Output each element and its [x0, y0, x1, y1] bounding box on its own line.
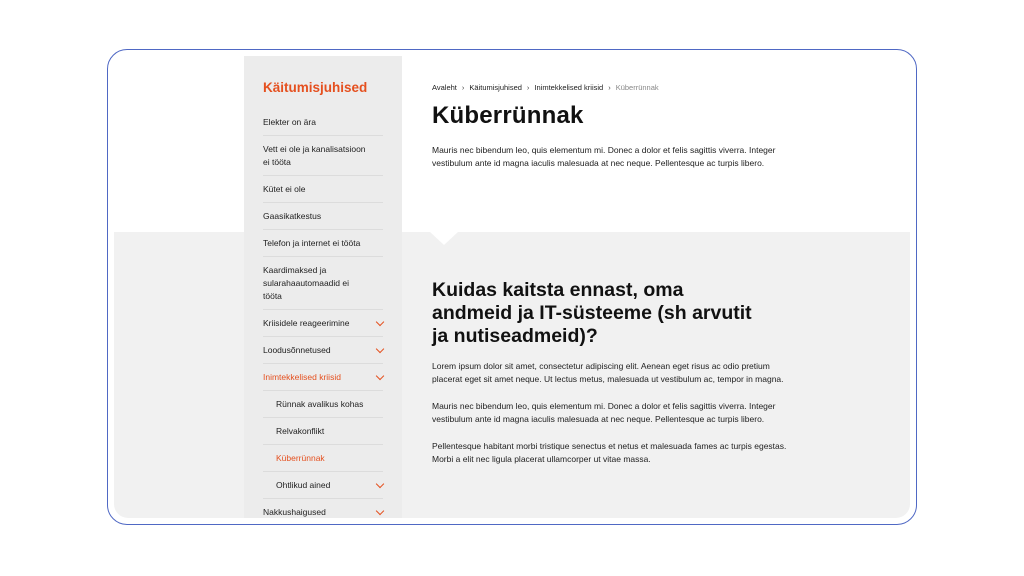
section-paragraph: Mauris nec bibendum leo, quis elementum mi. Donec a dolor et felis sagittis viverra. Integer vestibulum ante id magna iaculis malesuada at nec neque. Pellentesque ac turpis libero. — [432, 401, 776, 424]
sidebar-item-label: Relvakonflikt — [276, 426, 325, 436]
section-title: Kuidas kaitsta ennast, oma andmeid ja IT-süsteeme (sh arvutit ja nutiseadmeid)? — [432, 279, 752, 347]
sidebar-item-label: Elekter on ära — [263, 117, 316, 127]
sidebar-item[interactable] — [263, 203, 383, 230]
sidebar-item[interactable] — [263, 364, 383, 391]
sidebar-item-label: Kütet ei ole — [263, 184, 306, 194]
sidebar-item-label: Gaasikatkestus — [263, 211, 322, 221]
sidebar-item[interactable] — [263, 310, 383, 337]
sidebar-item-label: Rünnak avalikus kohas — [276, 399, 364, 409]
chevron-down-icon[interactable] — [376, 372, 384, 380]
sidebar-item[interactable] — [263, 136, 383, 176]
chevron-down-icon[interactable] — [376, 345, 384, 353]
sidebar-item-label: Kriisidele reageerimine — [263, 318, 350, 328]
sidebar-item[interactable] — [263, 499, 383, 518]
sidebar-item[interactable] — [263, 109, 383, 136]
browser-viewport — [114, 56, 910, 518]
section-pointer — [430, 232, 458, 245]
page-title: Küberrünnak — [432, 102, 584, 129]
sidebar-item[interactable] — [263, 445, 383, 472]
sidebar-item[interactable] — [263, 472, 383, 499]
sidebar — [244, 56, 402, 518]
section-paragraph: Lorem ipsum dolor sit amet, consectetur adipiscing elit. Aenean eget risus ac odio pretium placerat eget sit amet neque. Ut lectus metus, malesuada ut vestibulum ac, tempor in magna. — [432, 361, 784, 384]
page-intro: Mauris nec bibendum leo, quis elementum mi. Donec a dolor et felis sagittis viverra. Integer vestibulum ante id magna iaculis malesuada at nec neque. Pellentesque ac turpis libero. — [432, 145, 776, 168]
breadcrumb-link[interactable]: Inimtekkelised kriisid — [534, 83, 604, 92]
sidebar-item[interactable] — [263, 176, 383, 203]
sidebar-title: Käitumisjuhised — [263, 80, 368, 95]
breadcrumb-current: Küberrünnak — [615, 83, 659, 92]
sidebar-item-label: Nakkushaigused — [263, 507, 326, 517]
sidebar-item-label: Vett ei ole ja kanalisatsioon ei tööta — [263, 144, 366, 167]
chevron-down-icon[interactable] — [376, 480, 384, 488]
sidebar-nav-list — [263, 109, 383, 518]
section-paragraph: Pellentesque habitant morbi tristique senectus et netus et malesuada fames ac turpis egestas. Morbi a elit nec ligula placerat ullamcorper ut vitae massa. — [432, 441, 787, 464]
chevron-down-icon[interactable] — [376, 507, 384, 515]
section-body — [432, 360, 787, 480]
breadcrumb-separator: › — [608, 83, 611, 92]
breadcrumb-link[interactable]: Käitumisjuhised — [469, 83, 522, 92]
device-frame — [107, 49, 917, 525]
sidebar-item[interactable] — [263, 257, 383, 310]
sidebar-item-label: Telefon ja internet ei tööta — [263, 238, 361, 248]
breadcrumb-separator: › — [526, 83, 530, 92]
sidebar-item-label: Inimtekkelised kriisid — [263, 372, 341, 382]
sidebar-item[interactable] — [263, 391, 383, 418]
sidebar-item-label: Loodusõnnetused — [263, 345, 331, 355]
sidebar-item[interactable] — [263, 418, 383, 445]
sidebar-item-label: Kaardimaksed ja sularahaautomaadid ei tööta — [263, 265, 350, 301]
chevron-down-icon[interactable] — [376, 318, 384, 326]
breadcrumb — [432, 83, 792, 92]
sidebar-item-label: Küberrünnak — [276, 453, 325, 463]
sidebar-item-label: Ohtlikud ained — [276, 480, 331, 490]
breadcrumb-separator: › — [461, 83, 465, 92]
main-header — [432, 56, 792, 170]
breadcrumb-link[interactable]: Avaleht — [432, 83, 457, 92]
sidebar-item[interactable] — [263, 230, 383, 257]
sidebar-item[interactable] — [263, 337, 383, 364]
